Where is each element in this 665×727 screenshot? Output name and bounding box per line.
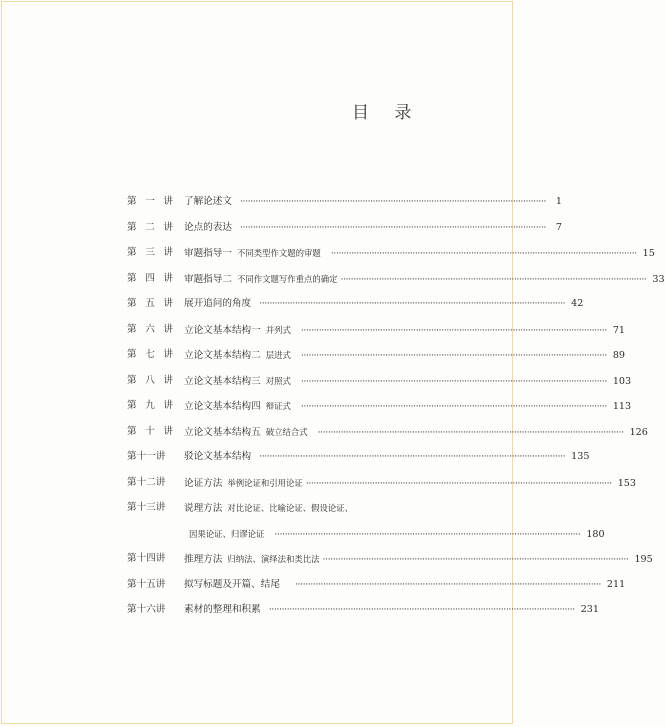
- toc-entry-9[interactable]: [127, 396, 632, 422]
- lecture-number-char: 第: [127, 476, 137, 488]
- lecture-number-char: 第: [127, 604, 137, 615]
- page-number: 180: [586, 528, 605, 540]
- lecture-number: [127, 243, 173, 263]
- lecture-number: [127, 575, 173, 595]
- lecture-title: 说理方法: [184, 503, 223, 514]
- lecture-number-char: 十: [136, 604, 147, 615]
- leader-dots: ························································································································: [239, 221, 546, 233]
- lecture-number-char: 五: [145, 298, 155, 309]
- lecture-number-char: 二: [146, 476, 156, 488]
- page-number: 211: [606, 578, 626, 590]
- lecture-number: [127, 549, 173, 569]
- lecture-number: [127, 498, 173, 518]
- leader-dots: ························································································································: [305, 477, 612, 489]
- page-number: 113: [612, 401, 632, 412]
- page-number: 103: [612, 375, 632, 387]
- lecture-number: [127, 422, 173, 442]
- lecture-number: [127, 345, 173, 365]
- leader-dots: ························································································································: [300, 350, 607, 361]
- lecture-title: 素材的整理和积累: [184, 604, 261, 615]
- lecture-subtitle: 不同类型作文题的审题: [236, 248, 321, 258]
- lecture-number-char: 第: [127, 272, 137, 284]
- lecture-number-char: 十: [136, 451, 147, 462]
- leader-dots: ························································································································: [268, 604, 575, 615]
- lecture-number-char: 第: [127, 451, 137, 462]
- lecture-number-char: 十: [136, 476, 147, 488]
- page-number: 231: [580, 604, 600, 615]
- lecture-number-char: 九: [145, 400, 155, 411]
- lecture-number-char: 第: [127, 400, 137, 411]
- lecture-subtitle: 层进式: [265, 350, 291, 360]
- lecture-number-char: 讲: [163, 374, 173, 386]
- lecture-number: [127, 294, 173, 314]
- lecture-number-char: 七: [145, 349, 155, 360]
- lecture-number: [127, 269, 173, 289]
- page-number: 42: [571, 298, 584, 309]
- lecture-number-char: 一: [145, 196, 155, 207]
- toc-entry-6[interactable]: [127, 320, 626, 346]
- lecture-number: [127, 192, 173, 212]
- lecture-number-char: 讲: [155, 578, 166, 590]
- lecture-title: 审题指导一: [184, 248, 232, 259]
- leader-dots: ························································································································: [322, 554, 629, 565]
- lecture-number-char: 讲: [163, 196, 173, 207]
- lecture-subtitle: 对照式: [265, 375, 291, 386]
- leader-dots: ························································································································: [300, 375, 607, 387]
- lecture-number-char: 八: [145, 374, 155, 386]
- lecture-number-char: 讲: [163, 425, 173, 437]
- toc-entry-7[interactable]: [127, 345, 626, 371]
- lecture-title: 立论文基本结构四: [184, 401, 261, 412]
- lecture-number-char: 讲: [155, 476, 166, 488]
- leader-dots: ························································································································: [274, 528, 581, 540]
- toc-entry-12[interactable]: [127, 473, 637, 499]
- page-number: 195: [634, 554, 653, 565]
- leader-dots: ························································································································: [317, 426, 624, 438]
- toc-entry-10[interactable]: [127, 422, 648, 448]
- leader-dots: ························································································································: [239, 196, 546, 207]
- toc-entry-13-continued[interactable]: [127, 524, 605, 550]
- lecture-title: 审题指导二: [184, 273, 232, 285]
- lecture-number-char: 讲: [163, 323, 173, 335]
- lecture-subtitle: 归纳法、演绎法和类比法: [227, 554, 320, 564]
- lecture-number-char: 讲: [163, 298, 173, 309]
- toc-entry-5[interactable]: [127, 294, 584, 320]
- lecture-number-char: 讲: [155, 451, 166, 462]
- table-of-contents: [127, 192, 665, 626]
- lecture-number-char: 讲: [155, 502, 166, 513]
- lecture-title: 论证方法: [184, 477, 223, 489]
- lecture-number-char: 四: [145, 272, 155, 284]
- lecture-subtitle: 不同作文题写作重点的确定: [236, 273, 338, 284]
- lecture-number-char: 讲: [163, 247, 173, 258]
- lecture-title: 了解论述文: [184, 196, 232, 207]
- lecture-subtitle: 辩证式: [265, 401, 291, 411]
- leader-dots: ························································································································: [294, 578, 601, 590]
- lecture-number: [127, 371, 173, 391]
- lecture-number-char: 三: [145, 247, 155, 258]
- lecture-number-char: 四: [146, 553, 156, 564]
- lecture-number-char: 十: [136, 502, 147, 513]
- leader-dots: ························································································································: [300, 401, 607, 412]
- lecture-number: [127, 218, 173, 238]
- lecture-number-char: 第: [127, 298, 137, 309]
- lecture-number-char: 十: [136, 578, 147, 590]
- lecture-number-char: 第: [127, 374, 137, 386]
- lecture-number-char: 十: [145, 425, 155, 437]
- lecture-title: 展开追问的角度: [184, 298, 252, 309]
- lecture-number-char: 五: [146, 578, 156, 590]
- leader-dots: ························································································································: [340, 273, 647, 285]
- toc-entry-4[interactable]: [127, 269, 665, 295]
- lecture-number-char: 讲: [155, 604, 166, 615]
- lecture-number-char: 二: [145, 221, 155, 233]
- lecture-number-char: 讲: [163, 272, 173, 284]
- lecture-number-char: 讲: [163, 221, 173, 233]
- page-number: 33: [652, 273, 665, 285]
- page-number: 7: [555, 221, 562, 233]
- lecture-title: 立论文基本结构五: [184, 426, 261, 438]
- lecture-number: [127, 447, 173, 467]
- toc-entry-3[interactable]: [127, 243, 655, 269]
- lecture-title: 立论文基本结构二: [184, 350, 261, 361]
- leader-dots: ························································································································: [259, 451, 566, 462]
- lecture-number-char: 第: [127, 196, 137, 207]
- lecture-number-char: 六: [146, 604, 156, 615]
- toc-entry-15[interactable]: [127, 575, 626, 601]
- lecture-number-char: 六: [145, 323, 155, 335]
- page-number: 71: [612, 324, 626, 336]
- lecture-number: [127, 320, 173, 340]
- toc-entry-11[interactable]: [127, 447, 590, 473]
- toc-entry-8[interactable]: [127, 371, 632, 397]
- lecture-number-char: 第: [127, 349, 137, 360]
- lecture-title: 拟写标题及开篇、结尾: [184, 578, 280, 590]
- lecture-subtitle: 举例论证和引用论证: [227, 477, 303, 488]
- lecture-number-char: 讲: [163, 400, 173, 411]
- lecture-number-char: 第: [127, 502, 137, 513]
- lecture-number: [127, 396, 173, 416]
- leader-dots: ························································································································: [330, 248, 637, 259]
- lecture-number-char: 三: [146, 502, 156, 513]
- lecture-subtitle: 破立结合式: [265, 426, 308, 437]
- toc-entry-16[interactable]: [127, 600, 600, 626]
- page-title: 目 录: [352, 103, 422, 123]
- lecture-number: [127, 600, 173, 620]
- lecture-number-char: 第: [127, 221, 137, 233]
- lecture-number-char: 第: [127, 578, 137, 590]
- lecture-subtitle: 并列式: [265, 324, 291, 335]
- toc-entry-13[interactable]: [127, 498, 395, 524]
- lecture-number-char: 第: [127, 425, 137, 437]
- leader-dots: ························································································································: [300, 324, 607, 336]
- lecture-number-char: 十: [136, 553, 147, 564]
- lecture-subtitle: 对比论证、比喻论证、假设论证、: [227, 503, 353, 513]
- toc-entry-14[interactable]: [127, 549, 653, 575]
- lecture-number-char: 第: [127, 553, 137, 564]
- page-number: 89: [612, 350, 626, 361]
- lecture-number-char: 讲: [163, 349, 173, 360]
- lecture-title: 论点的表达: [184, 221, 232, 233]
- page-number: 126: [629, 426, 648, 438]
- toc-entry-2[interactable]: [127, 218, 562, 244]
- lecture-title: 立论文基本结构一: [184, 324, 261, 336]
- lecture-number-char: 讲: [155, 553, 166, 564]
- page-number: 135: [571, 451, 590, 462]
- page-number: 153: [617, 477, 637, 489]
- page-number: 1: [555, 196, 562, 207]
- lecture-subtitle: 因果论证、归谬论证: [189, 528, 265, 539]
- lecture-title: 立论文基本结构三: [184, 375, 261, 387]
- lecture-number: [127, 473, 173, 493]
- lecture-number-char: 一: [146, 451, 156, 462]
- lecture-title: 驳论文基本结构: [184, 451, 252, 462]
- toc-entry-1[interactable]: [127, 192, 562, 218]
- lecture-number-char: 第: [127, 247, 137, 258]
- leader-dots: ························································································································: [259, 298, 566, 309]
- lecture-title: 推理方法: [184, 554, 223, 565]
- page-number: 15: [642, 248, 655, 259]
- lecture-number-char: 第: [127, 323, 137, 335]
